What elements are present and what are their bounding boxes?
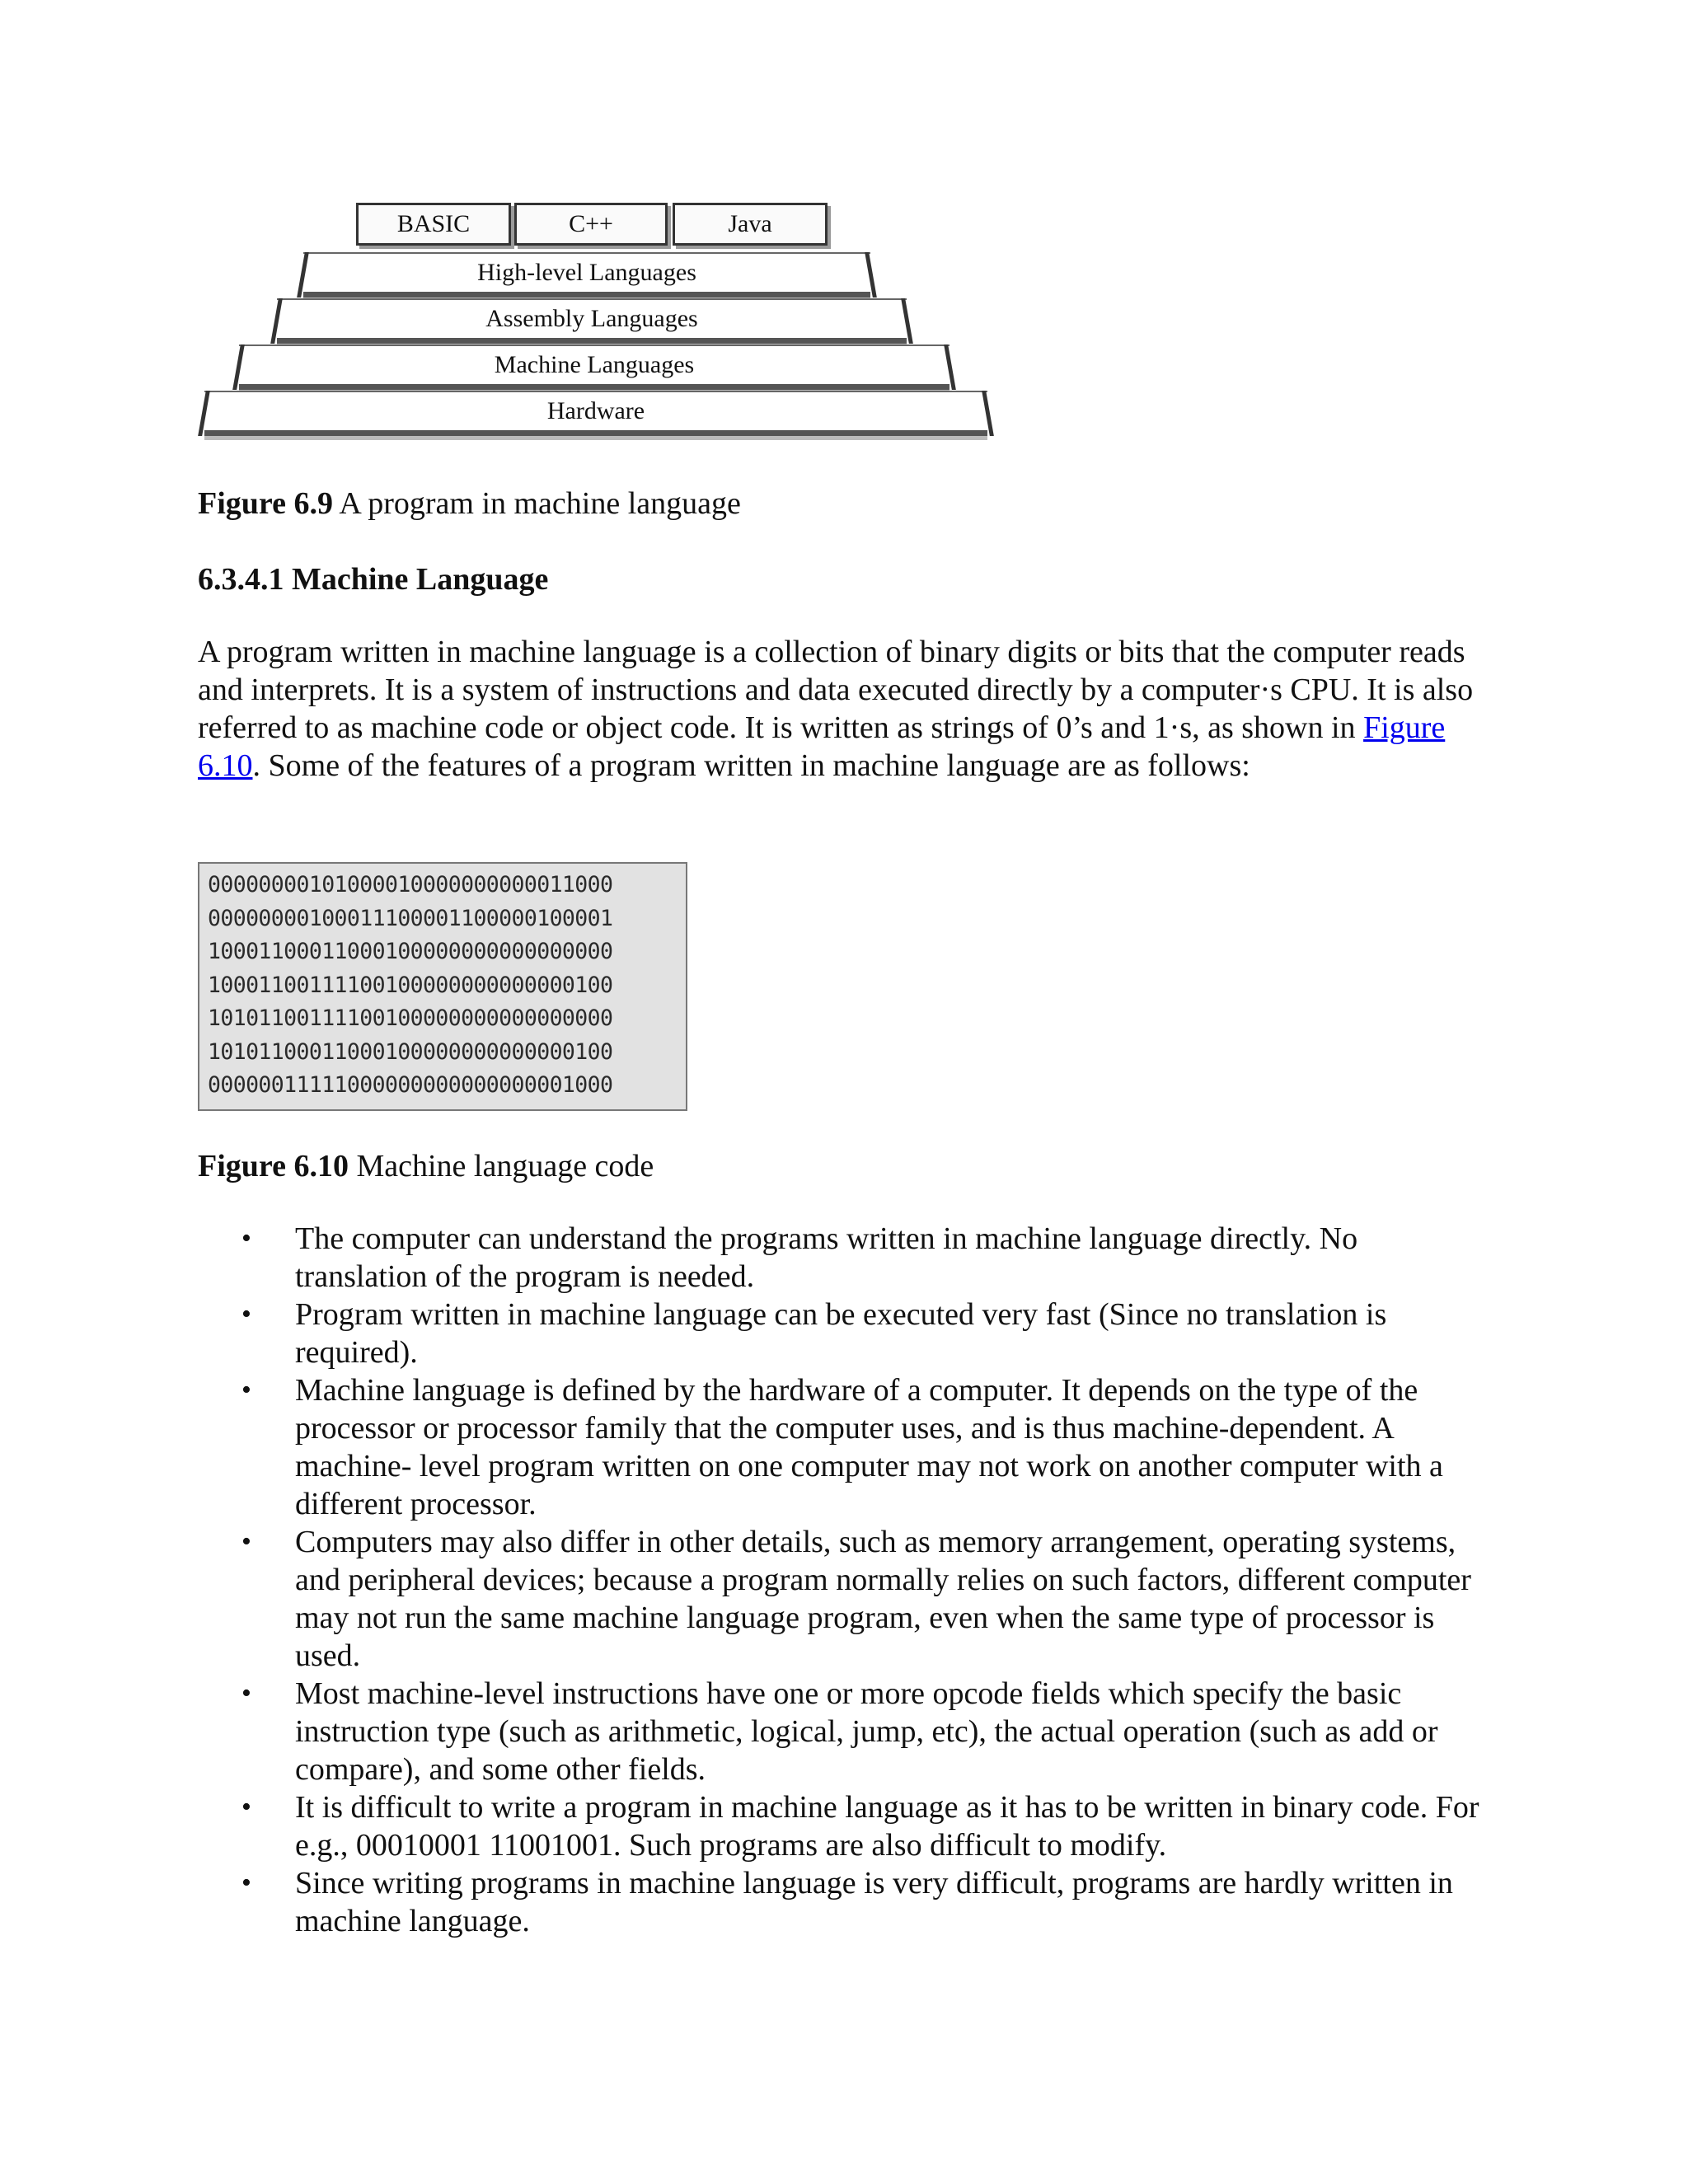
list-item: • Most machine-level instructions have one or more opcode fields which specify the basic instruction type (such as arithmetic, logical, jump, etc), the actual operation (such as add or compare), and some other fields. <box>198 1675 1492 1788</box>
lang-box-java: Java <box>673 203 828 246</box>
section-heading: 6.3.4.1 Machine Language <box>198 562 549 597</box>
machine-code-figure <box>198 862 687 1111</box>
list-item: • The computer can understand the programs written in machine language directly. No translation of the program is needed. <box>198 1220 1492 1296</box>
figure-6-10-link[interactable]: Figure 6.10 <box>198 710 1446 783</box>
list-item: • Computers may also differ in other details, such as memory arrangement, operating systems, and peripheral devices; because a program normally relies on such factors, different computer may not run the same machine language program, even when the same type of processor is used. <box>198 1523 1492 1675</box>
code-line: 10101100111100100000000000000000 <box>208 1005 613 1031</box>
features-list <box>198 1220 1492 1940</box>
figure-6-10-caption <box>198 1147 654 1185</box>
list-item: • Machine language is defined by the hardware of a computer. It depends on the type of the processor or processor family that the computer uses, and is thus machine-dependent. A machine- level program written on one computer may not work on another computer with a different processor. <box>198 1371 1492 1523</box>
tier-high-level: High-level Languages <box>303 252 870 298</box>
code-line: 10101100011000100000000000000100 <box>208 1038 613 1065</box>
figure-6-10-label: Figure 6.10 <box>198 1149 349 1183</box>
list-item: • Since writing programs in machine language is very difficult, programs are hardly written in machine language. <box>198 1864 1492 1940</box>
intro-text-1: A program written in machine language is a collection of binary digits or bits that the computer reads and interprets. It is a system of instructions and data executed directly by a computer·s CPU. It is also referred to as machine code or object code. It is written as strings of 0’s and 1·s, as shown in <box>198 635 1474 745</box>
code-line: 10001100011000100000000000000000 <box>208 939 613 964</box>
code-line: 00000000100011100001100000100001 <box>208 905 613 931</box>
figure-6-9-caption <box>198 485 741 523</box>
tier-hardware: Hardware <box>204 391 987 436</box>
intro-paragraph <box>198 633 1484 785</box>
list-item: • Program written in machine language can be executed very fast (Since no translation is required). <box>198 1296 1492 1371</box>
tier-assembly: Assembly Languages <box>277 298 907 344</box>
lang-box-basic: BASIC <box>356 203 511 246</box>
code-line: 10001100111100100000000000000100 <box>208 972 613 998</box>
list-item: • It is difficult to write a program in machine language as it has to be written in binary code. For e.g., 00010001 11001001. Such programs are also difficult to modify. <box>198 1788 1492 1864</box>
lang-box-cpp: C++ <box>514 203 668 246</box>
code-line: 00000000101000010000000000011000 <box>208 872 613 898</box>
code-line: 00000011111000000000000000001000 <box>208 1072 613 1098</box>
language-hierarchy-figure <box>198 198 1006 453</box>
intro-text-2: . Some of the features of a program written in machine language are as follows: <box>252 748 1250 783</box>
figure-6-9-text: A program in machine language <box>339 486 741 521</box>
tier-machine: Machine Languages <box>239 344 950 390</box>
figure-6-10-text: Machine language code <box>356 1149 654 1183</box>
figure-6-9-label: Figure 6.9 <box>198 486 333 521</box>
